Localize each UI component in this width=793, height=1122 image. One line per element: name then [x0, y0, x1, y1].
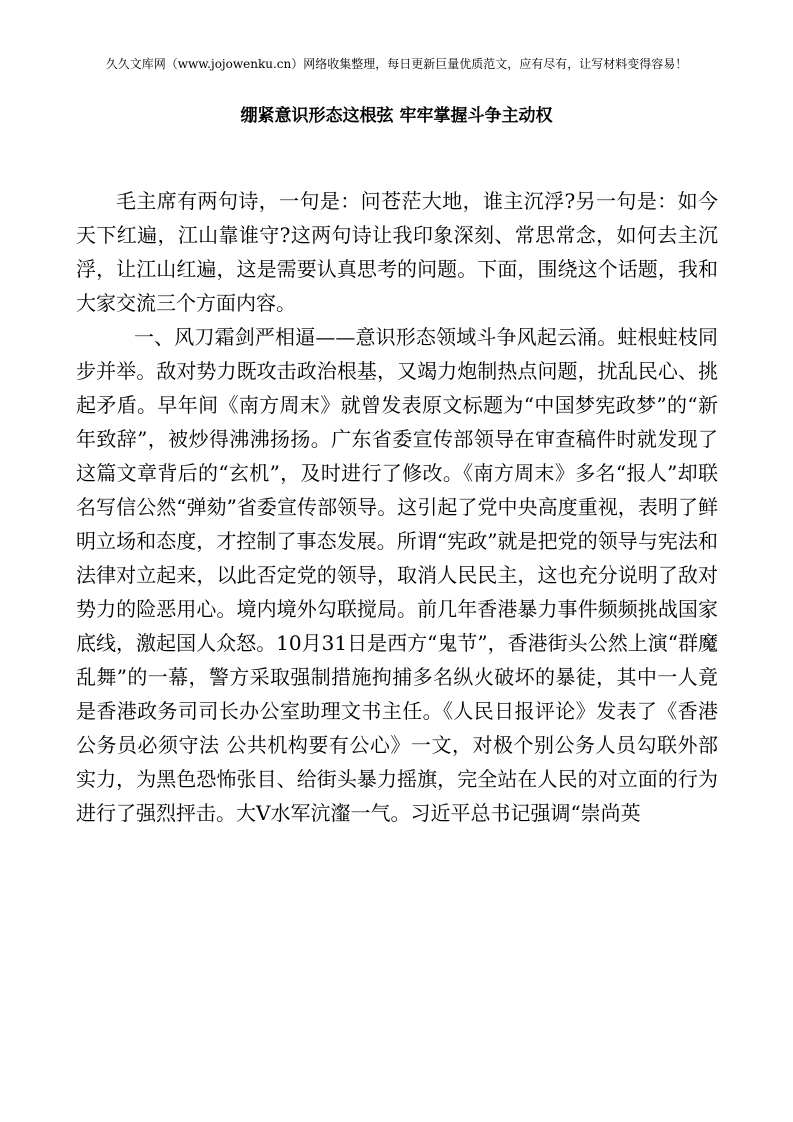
paragraph-intro: 毛主席有两句诗，一句是：问苍茫大地，谁主沉浮?另一句是：如今天下红遍，江山靠谁守?这两句诗让我印象深刻、常思常念，如何去主沉浮，让江山红遍，这是需要认真思考的问题。下面，围绕这个话题，我和大家交流三个方面内容。: [76, 189, 718, 315]
page-header: 久久文库网（www.jojowenku.cn）网络收集整理，每日更新巨量优质范文，应有尽有，让写材料变得容易！: [105, 57, 688, 71]
document-body: [76, 184, 718, 830]
document-title: 绷紧意识形态这根弦 牢牢掌握斗争主动权: [240, 106, 553, 126]
paragraph-section-one: 一、风刀霜剑严相逼——意识形态领域斗争风起云涌。蛀根蛀枝同步并举。敌对势力既攻击政治根基，又竭力炮制热点问题，扰乱民心、挑起矛盾。早年间《南方周末》就曾发表原文标题为“中国梦宪政梦”的“新年致辞”，被炒得沸沸扬扬。广东省委宣传部领导在审查稿件时就发现了这篇文章背后的“玄机”，及时进行了修改。《南方周末》多名“报人”却联名写信公然“弹劾”省委宣传部领导。这引起了党中央高度重视，表明了鲜明立场和态度，才控制了事态发展。所谓“宪政”就是把党的领导与宪法和法律对立起来，以此否定党的领导，取消人民民主，这也充分说明了敌对势力的险恶用心。境内境外勾联搅局。前几年香港暴力事件频频挑战国家底线，激起国人众怒。10月31日是西方“鬼节”，香港街头公然上演“群魔乱舞”的一幕，警方采取强制措施拘捕多名纵火破坏的暴徒，其中一人竟是香港政务司司长办公室助理文书主任。《人民日报评论》发表了《香港公务员必须守法 公共机构要有公心》一文，对极个别公务人员勾联外部实力，为黑色恐怖张目、给街头暴力摇旗，完全站在人民的对立面的行为进行了强烈抨击。大V水军沆瀣一气。习近平总书记强调“崇尚英: [76, 325, 718, 825]
